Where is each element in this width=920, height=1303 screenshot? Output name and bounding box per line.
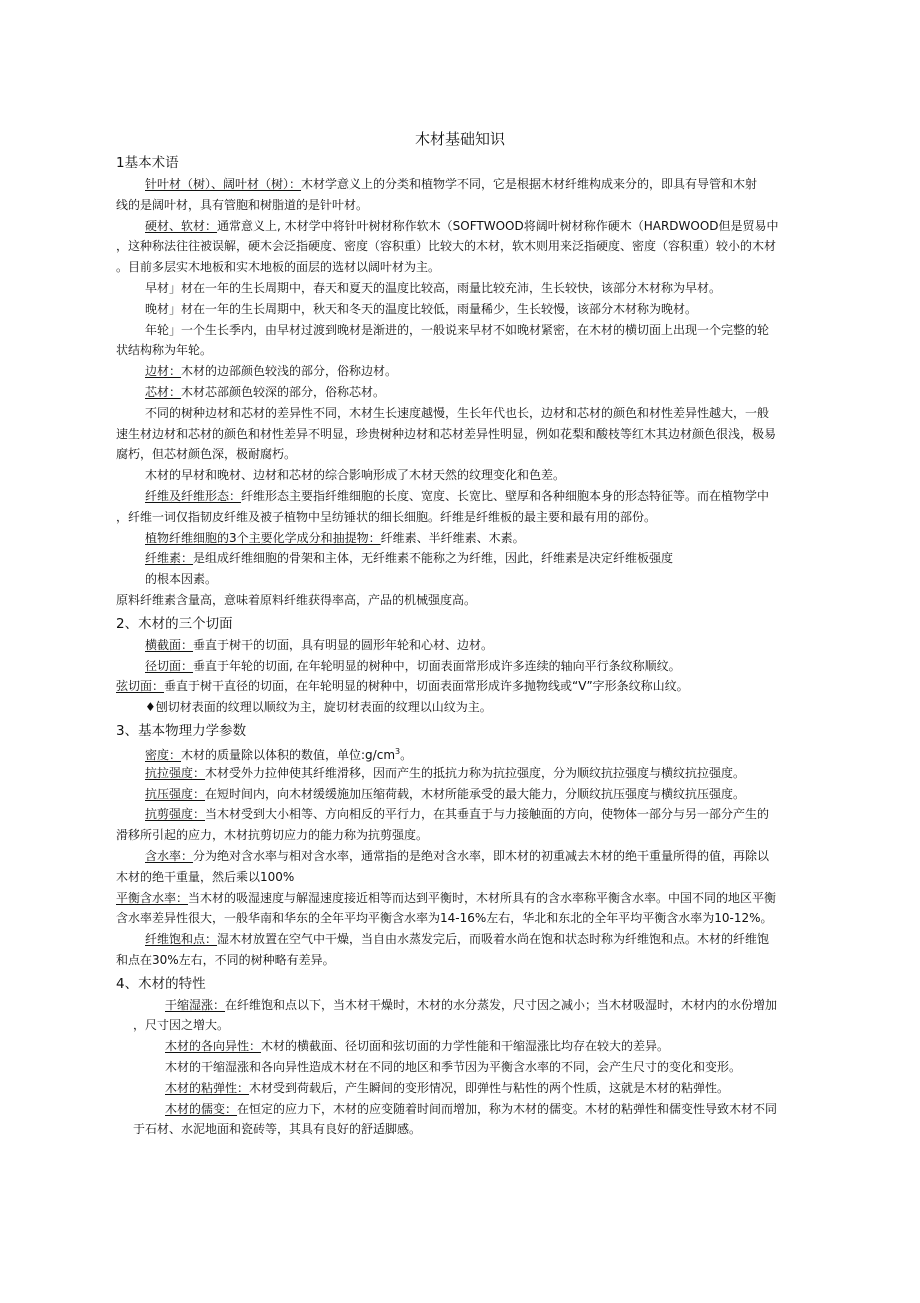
paragraph-line: ，这种称法往往被误解，硬木会泛指硬度、密度（容积重）比较大的木材，软木则用来泛指硬度、密度（容积重）较小的木材 bbox=[116, 239, 777, 254]
term-label: 抗剪强度： bbox=[145, 807, 206, 822]
paragraph-line: 原料纤维素含量高，意味着原料纤维获得率高，产品的机械强度高。 bbox=[116, 592, 477, 607]
paragraph-text: 分为绝对含水率与相对含水率，通常指的是绝对含水率，即木材的初重减去木材的绝干重量所得的值，再除以 bbox=[193, 848, 770, 863]
term-label: 芯材： bbox=[145, 384, 182, 399]
paragraph-line bbox=[116, 676, 804, 697]
paragraph-text: 木材的质量除以体积的数值，单位:g/cm bbox=[181, 747, 396, 762]
term-label: 木材的儒变： bbox=[165, 1101, 238, 1116]
paragraph-text: 。 bbox=[400, 747, 413, 762]
paragraph-line: 木材的干缩湿涨和各向异性造成木材在不同的地区和季节因为平衡含水率的不同，会产生尺寸的变化和变形。 bbox=[165, 1060, 742, 1075]
paragraph-line: 早材」材在一年的生长周期中，春天和夏天的温度比较高，雨量比较充沛，生长较快，该部分木材称为早材。 bbox=[145, 280, 722, 295]
paragraph-text: 当木材受到大小相等、方向相反的平行力，在其垂直于与力接触面的方向，使物体一部分与另一部分产生的 bbox=[205, 807, 770, 822]
paragraph-line bbox=[116, 742, 804, 763]
term-label: 纤维饱和点： bbox=[145, 932, 218, 947]
paragraph-line: 于石材、水泥地面和瓷砖等，其具有良好的舒适脚感。 bbox=[133, 1122, 422, 1137]
paragraph-text: 在纤维饱和点以下，当木材干燥时，木材的水分蒸发，尺寸因之减小；当木材吸湿时，木材内的水份增加 bbox=[225, 997, 778, 1012]
paragraph-line bbox=[116, 382, 804, 403]
paragraph-text: 通常意义上, 木材学中将针叶树材称作软木（SOFTWOOD将阔叶树材称作硬木（HARDWOOD但是贸易中 bbox=[217, 218, 779, 233]
paragraph-line bbox=[116, 804, 804, 825]
paragraph-line: 木材的早材和晚材、边材和芯材的综合影响形成了木材天然的纹理变化和色差。 bbox=[145, 468, 566, 483]
term-label: 针叶材（树）、阔叶材（树）： bbox=[145, 177, 302, 191]
paragraph-line: 腐朽，但芯材颜色深，极耐腐朽。 bbox=[116, 447, 297, 462]
paragraph-line: ♦刨切材表面的纹理以顺纹为主，旋切材表面的纹理以山纹为主。 bbox=[145, 700, 492, 715]
paragraph-line: 含水率差异性很大，一般华南和华东的全年平均平衡含水率为14-16%左右，华北和东北的全年平均平衡含水率为10-12%。 bbox=[116, 911, 773, 926]
term-label: 干缩湿涨： bbox=[165, 997, 226, 1012]
paragraph-line: 滑移所引起的应力，木材抗剪切应力的能力称为抗剪强度。 bbox=[116, 828, 429, 843]
term-label: 硬材、软材： bbox=[145, 218, 218, 233]
paragraph-line: 线的是阔叶材，具有管胞和树脂道的是针叶材。 bbox=[116, 197, 369, 212]
paragraph-line bbox=[116, 846, 804, 867]
section-heading: 3、基本物理力学参数 bbox=[116, 722, 247, 739]
paragraph-line bbox=[116, 929, 804, 950]
paragraph-text: 木材的横截面、径切面和弦切面的力学性能和干缩湿涨比均存在较大的差异。 bbox=[261, 1039, 670, 1054]
section-heading: 4、木材的特性 bbox=[116, 975, 206, 992]
paragraph-line: 速生材边材和芯材的颜色和材性差异不明显，珍贵树种边材和芯材差异性明显，例如花梨和酸枝等红木其边材颜色很浅，极易 bbox=[116, 426, 777, 441]
paragraph-text: 纤维素、半纤维素、木素。 bbox=[380, 530, 525, 545]
page-title: 木材基础知识 bbox=[414, 130, 505, 148]
document-body bbox=[116, 152, 804, 1140]
paragraph-line bbox=[116, 1036, 804, 1057]
paragraph-text: 木材受到荷载后，产生瞬间的变形情况，即弹性与粘性的两个性质，这就是木材的粘弹性。 bbox=[249, 1080, 730, 1095]
paragraph-line bbox=[116, 548, 804, 569]
paragraph-line: 年轮」一个生长季内，由早材过渡到晚材是渐进的，一般说来早材不如晚材紧密，在木材的横切面上出现一个完整的轮 bbox=[145, 322, 770, 337]
paragraph-line bbox=[116, 1078, 804, 1099]
term-label: 木材的各向异性： bbox=[165, 1039, 262, 1054]
paragraph-line bbox=[116, 888, 804, 909]
paragraph-line: 状结构称为年轮。 bbox=[116, 343, 213, 358]
paragraph-line bbox=[116, 361, 804, 382]
paragraph-text: 木材的边部颜色较浅的部分，俗称边材。 bbox=[181, 364, 398, 379]
paragraph-line bbox=[116, 528, 804, 549]
paragraph-text: 是组成纤维细胞的骨架和主体，无纤维素不能称之为纤维，因此，纤维素是决定纤维板强度 bbox=[193, 551, 674, 566]
paragraph-line bbox=[116, 784, 804, 805]
term-label: 弦切面： bbox=[116, 679, 165, 694]
paragraph-line bbox=[116, 216, 804, 237]
term-label: 植物纤维细胞的3个主要化学成分和抽提物： bbox=[145, 530, 381, 545]
section-heading: 1基本术语 bbox=[116, 155, 179, 171]
paragraph-text: 木材学意义上的分类和植物学不同，它是根据木材纤维构成来分的，即具有导管和木射 bbox=[301, 177, 758, 191]
term-label: 纤维及纤维形态： bbox=[145, 488, 242, 503]
paragraph-line bbox=[116, 995, 804, 1016]
paragraph-line bbox=[116, 763, 804, 784]
term-label: 横截面： bbox=[145, 637, 194, 652]
term-label: 含水率： bbox=[145, 848, 194, 863]
paragraph-text: 在短时间内，向木材缓缓施加压缩荷载，木材所能承受的最大能力，分顺纹抗压强度与横纹抗压强度。 bbox=[205, 786, 746, 801]
superscript: 3 bbox=[395, 746, 401, 756]
paragraph-text: 湿木材放置在空气中干燥，当自由水蒸发完后，而吸着水尚在饱和状态时称为纤维饱和点。木材的纤维饱 bbox=[217, 932, 770, 947]
paragraph-text: 垂直于树干直径的切面，在年轮明显的树种中，切面表面常形成许多抛物线或“V”字形条纹称山纹。 bbox=[164, 679, 689, 694]
paragraph-line bbox=[116, 635, 804, 656]
term-label: 密度： bbox=[145, 747, 182, 762]
term-label: 边材： bbox=[145, 364, 182, 379]
term-label: 抗拉强度： bbox=[145, 765, 206, 780]
paragraph-line: 晚材」材在一年的生长周期中，秋天和冬天的温度比较低，雨量稀少，生长较慢，该部分木材称为晚材。 bbox=[145, 301, 698, 316]
term-label: 径切面： bbox=[145, 658, 194, 673]
paragraph-text: 当木材的吸湿速度与解湿速度接近相等而达到平衡时，木材所具有的含水率称平衡含水率。中国不同的地区平衡 bbox=[188, 890, 777, 905]
paragraph-text: 纤维形态主要指纤维细胞的长度、宽度、长宽比、壁厚和各种细胞本身的形态特征等。而在植物学中 bbox=[241, 488, 770, 503]
paragraph-text: 在恒定的应力下，木材的应变随着时间而增加，称为木材的儒变。木材的粘弹性和儒变性导致木材不同 bbox=[237, 1101, 778, 1116]
paragraph-line bbox=[116, 486, 804, 507]
paragraph-line bbox=[116, 1099, 804, 1120]
paragraph-line: 。目前多层实木地板和实木地板的面层的选材以阔叶材为主。 bbox=[116, 260, 441, 275]
paragraph-line: 不同的树种边材和芯材的差异性不同，木材生长速度越慢，生长年代也长，边材和芯材的颜色和材性差异性越大，一般 bbox=[145, 405, 770, 420]
paragraph-line: 木材的绝干重量，然后乘以100% bbox=[116, 869, 295, 884]
paragraph-line: 和点在30%左右，不同的树种略有差异。 bbox=[116, 952, 335, 967]
term-label: 平衡含水率： bbox=[116, 890, 189, 905]
paragraph-text: 木材芯部颜色较深的部分，俗称芯材。 bbox=[181, 384, 386, 399]
paragraph-text: 垂直于树干的切面，具有明显的圆形年轮和心材、边材。 bbox=[193, 637, 494, 652]
paragraph-line: ，纤维一词仅指韧皮纤维及被子植物中呈纺锤状的细长细胞。纤维是纤维板的最主要和最有用的部份。 bbox=[116, 509, 657, 524]
section-heading: 2、木材的三个切面 bbox=[116, 615, 233, 632]
paragraph-line bbox=[116, 656, 804, 677]
term-label: 木材的粘弹性： bbox=[165, 1080, 250, 1095]
term-label: 纤维素： bbox=[145, 551, 194, 566]
paragraph-line: ，尺寸因之增大。 bbox=[133, 1018, 230, 1033]
paragraph-line bbox=[116, 174, 804, 195]
paragraph-text: 木材受外力拉伸使其纤维滑移，因而产生的抵抗力称为抗拉强度，分为顺纹抗拉强度与横纹抗拉强度。 bbox=[205, 765, 746, 780]
paragraph-line: 的根本因素。 bbox=[145, 572, 218, 587]
term-label: 抗压强度： bbox=[145, 786, 206, 801]
paragraph-text: 垂直于年轮的切面, 在年轮明显的树种中，切面表面常形成许多连续的轴向平行条纹称顺纹。 bbox=[193, 658, 681, 673]
